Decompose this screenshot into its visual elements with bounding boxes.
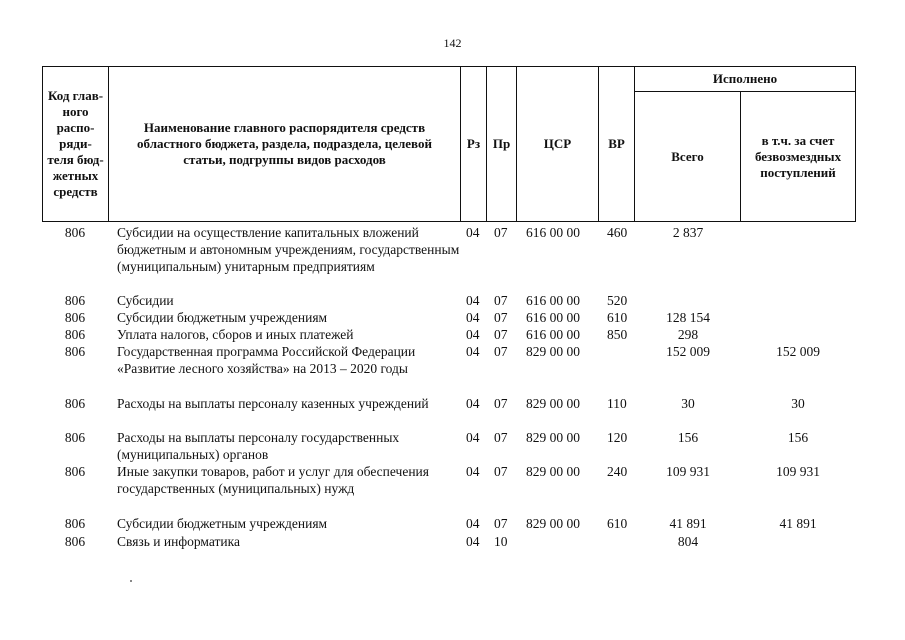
row-name: Уплата налогов, сборов и иных платежей — [117, 327, 354, 342]
row-name: Связь и информатика — [117, 534, 240, 549]
header-vr — [598, 66, 635, 222]
header-code-text: Код глав-ного распо-ряди-теля бюд-жетных средств — [47, 88, 104, 199]
row-name: Субсидии бюджетным учреждениям — [117, 516, 328, 531]
row-total: 156 — [677, 430, 699, 445]
row-rz: 04 — [466, 516, 480, 531]
row-free: 152 009 — [776, 344, 820, 359]
row-csr: 829 00 00 — [526, 430, 580, 445]
header-csr-text: ЦСР — [543, 136, 572, 151]
row-vr: 610 — [607, 310, 628, 325]
header-rz — [460, 66, 487, 222]
row-rz: 04 — [466, 225, 480, 240]
header-free — [740, 91, 856, 222]
row-csr: 616 00 00 — [526, 327, 580, 342]
row-total: 128 154 — [666, 310, 710, 325]
row-code: 806 — [64, 293, 86, 308]
row-total: 298 — [677, 327, 699, 342]
row-code: 806 — [64, 225, 86, 240]
row-pr: 10 — [494, 534, 508, 549]
header-vr-text: ВР — [608, 136, 625, 151]
row-csr: 829 00 00 — [526, 344, 580, 359]
row-csr: 829 00 00 — [526, 464, 580, 479]
row-name: Государственная программа Российской Федерации «Развитие лесного хозяйства» на 2013 – 2020 годы — [117, 344, 416, 376]
row-pr: 07 — [494, 344, 508, 359]
row-pr: 07 — [494, 396, 508, 411]
row-name: Иные закупки товаров, работ и услуг для обеспечения государственных (муниципальных) нужд — [117, 464, 429, 496]
row-free: 41 891 — [779, 516, 817, 531]
header-total — [634, 91, 741, 222]
row-name: Субсидии — [117, 293, 174, 308]
row-name: Субсидии бюджетным учреждениям — [117, 310, 328, 325]
row-total: 2 837 — [672, 225, 704, 240]
row-pr: 07 — [494, 327, 508, 342]
row-csr: 616 00 00 — [526, 293, 580, 308]
header-total-text: Всего — [671, 148, 704, 164]
row-code: 806 — [64, 344, 86, 359]
header-executed-text: Исполнено — [712, 71, 778, 86]
row-total: 152 009 — [666, 344, 710, 359]
header-csr — [516, 66, 599, 222]
row-pr: 07 — [494, 293, 508, 308]
row-total: 30 — [681, 396, 695, 411]
row-vr: 120 — [607, 430, 628, 445]
row-pr: 07 — [494, 310, 508, 325]
row-pr: 07 — [494, 516, 508, 531]
row-code: 806 — [64, 396, 86, 411]
row-rz: 04 — [466, 310, 480, 325]
row-rz: 04 — [466, 327, 480, 342]
header-executed — [634, 66, 856, 92]
row-free: 30 — [791, 396, 805, 411]
row-rz: 04 — [466, 464, 480, 479]
row-csr: 616 00 00 — [526, 225, 580, 240]
scan-speck — [130, 580, 132, 582]
row-name: Субсидии на осуществление капитальных вложений бюджетным и автономным учреждениям, государственным (муниципальным) унитарным предприятиям — [117, 225, 460, 274]
header-rz-text: Рз — [466, 136, 481, 151]
row-vr: 110 — [607, 396, 627, 411]
row-vr: 460 — [607, 225, 628, 240]
row-code: 806 — [64, 534, 86, 549]
row-rz: 04 — [466, 430, 480, 445]
row-total: 41 891 — [669, 516, 707, 531]
row-name: Расходы на выплаты персоналу государственных (муниципальных) органов — [117, 430, 400, 462]
row-pr: 07 — [494, 225, 508, 240]
page-number: 142 — [443, 36, 462, 50]
row-code: 806 — [64, 516, 86, 531]
row-csr: 829 00 00 — [526, 396, 580, 411]
header-name — [108, 66, 461, 222]
row-csr: 616 00 00 — [526, 310, 580, 325]
row-pr: 07 — [494, 430, 508, 445]
row-total: 804 — [677, 534, 699, 549]
row-vr: 520 — [607, 293, 628, 308]
row-code: 806 — [64, 430, 86, 445]
row-rz: 04 — [466, 293, 480, 308]
row-code: 806 — [64, 327, 86, 342]
header-free-text: в т.ч. за счет безвозмездных поступлений — [754, 132, 842, 180]
row-vr: 610 — [607, 516, 628, 531]
header-name-text: Наименование главного распорядителя средств областного бюджета, раздела, подраздела, целевой статьи, подгруппы видов расходов — [137, 120, 432, 167]
row-free: 109 931 — [776, 464, 820, 479]
row-total: 109 931 — [666, 464, 710, 479]
row-free: 156 — [787, 430, 809, 445]
row-name: Расходы на выплаты персоналу казенных учреждений — [117, 396, 429, 411]
row-rz: 04 — [466, 344, 480, 359]
header-code — [42, 66, 109, 222]
row-pr: 07 — [494, 464, 508, 479]
row-csr: 829 00 00 — [526, 516, 580, 531]
row-rz: 04 — [466, 534, 480, 549]
row-vr: 240 — [607, 464, 628, 479]
row-vr: 850 — [607, 327, 628, 342]
header-pr — [486, 66, 517, 222]
header-pr-text: Пр — [492, 136, 511, 151]
row-code: 806 — [64, 310, 86, 325]
row-code: 806 — [64, 464, 86, 479]
row-rz: 04 — [466, 396, 480, 411]
